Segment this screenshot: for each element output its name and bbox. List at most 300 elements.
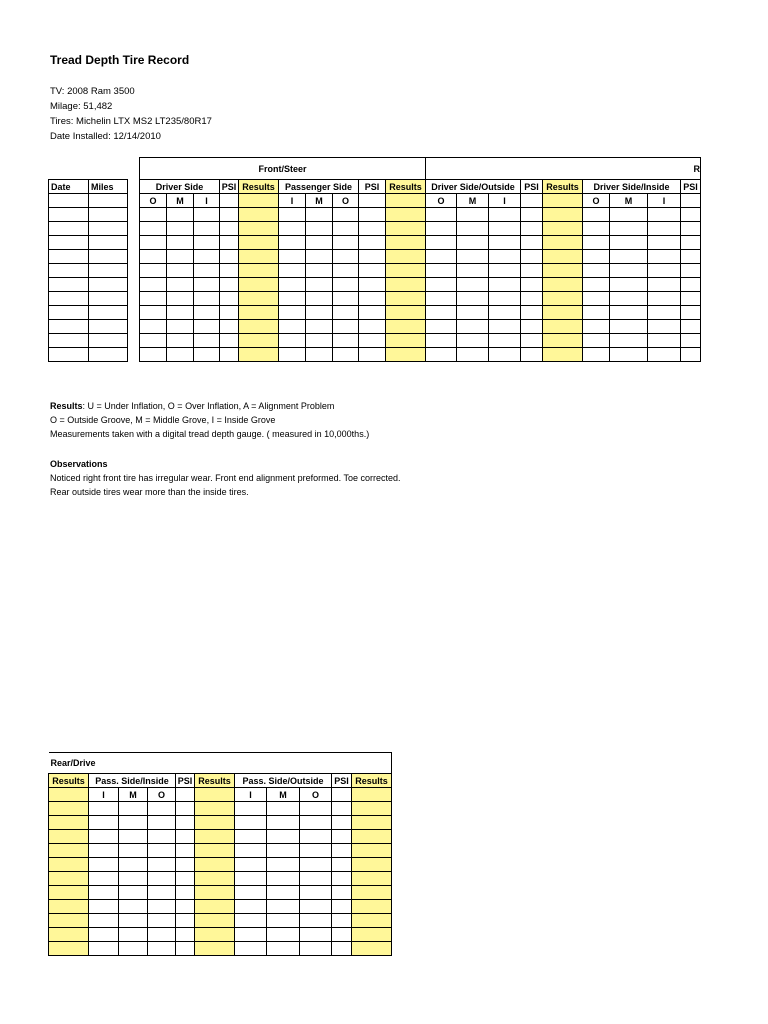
results-cell[interactable]: [49, 858, 89, 872]
measurement-cell[interactable]: [300, 816, 332, 829]
measurement-cell[interactable]: [167, 278, 194, 292]
measurement-cell[interactable]: [359, 278, 386, 292]
results-cell[interactable]: [543, 348, 583, 362]
measurement-cell[interactable]: [220, 236, 239, 250]
measurement-cell[interactable]: [648, 334, 681, 348]
psi-cell[interactable]: [332, 886, 352, 900]
measurement-cell[interactable]: [583, 236, 610, 250]
measurement-cell[interactable]: [194, 222, 220, 236]
psi-cell[interactable]: [681, 194, 701, 208]
measurement-cell[interactable]: [267, 928, 300, 941]
psi-cell[interactable]: [176, 858, 195, 872]
measurement-cell[interactable]: [148, 858, 176, 871]
measurement-cell[interactable]: [235, 942, 267, 955]
measurement-cell[interactable]: [140, 222, 167, 236]
measurement-cell[interactable]: [648, 236, 681, 250]
results-cell[interactable]: [239, 194, 279, 208]
measurement-cell[interactable]: [140, 250, 167, 264]
measurement-cell[interactable]: [610, 320, 648, 334]
measurement-cell[interactable]: [119, 872, 148, 885]
measurement-cell[interactable]: [279, 236, 306, 250]
measurement-cell[interactable]: [140, 278, 167, 292]
measurement-cell[interactable]: [583, 334, 610, 348]
results-cell[interactable]: [49, 816, 89, 830]
measurement-cell[interactable]: [306, 320, 333, 334]
results-cell[interactable]: [352, 942, 392, 956]
measurement-cell[interactable]: [426, 278, 457, 292]
measurement-cell[interactable]: [119, 928, 148, 941]
measurement-cell[interactable]: [220, 250, 239, 264]
measurement-cell[interactable]: [267, 886, 300, 899]
measurement-cell[interactable]: [521, 222, 543, 236]
measurement-cell[interactable]: [194, 208, 220, 222]
psi-cell[interactable]: [332, 844, 352, 858]
results-cell[interactable]: [543, 306, 583, 320]
measurement-cell[interactable]: [267, 802, 300, 815]
results-cell[interactable]: [195, 858, 235, 872]
psi-cell[interactable]: [176, 886, 195, 900]
measurement-cell[interactable]: [267, 858, 300, 871]
measurement-cell[interactable]: [279, 278, 306, 292]
measurement-cell[interactable]: [359, 264, 386, 278]
measurement-cell[interactable]: [235, 858, 267, 871]
measurement-cell[interactable]: [457, 222, 489, 236]
results-cell[interactable]: [49, 844, 89, 858]
measurement-cell[interactable]: [359, 320, 386, 334]
measurement-cell[interactable]: [489, 250, 521, 264]
results-cell[interactable]: [49, 788, 89, 802]
measurement-cell[interactable]: [167, 208, 194, 222]
results-cell[interactable]: [543, 334, 583, 348]
psi-cell[interactable]: [521, 194, 543, 208]
measurement-cell[interactable]: [194, 292, 220, 306]
psi-cell[interactable]: [176, 900, 195, 914]
measurement-cell[interactable]: [89, 900, 119, 913]
measurement-cell[interactable]: [119, 844, 148, 857]
measurement-cell[interactable]: [148, 844, 176, 857]
measurement-cell[interactable]: [119, 802, 148, 815]
results-cell[interactable]: [195, 872, 235, 886]
measurement-cell[interactable]: [426, 306, 457, 320]
results-cell[interactable]: [352, 788, 392, 802]
results-cell[interactable]: [386, 222, 426, 236]
psi-cell[interactable]: [176, 844, 195, 858]
measurement-cell[interactable]: [306, 208, 333, 222]
measurement-cell[interactable]: [681, 222, 701, 236]
results-cell[interactable]: [195, 900, 235, 914]
results-cell[interactable]: [195, 914, 235, 928]
measurement-cell[interactable]: [426, 334, 457, 348]
measurement-cell[interactable]: [267, 816, 300, 829]
measurement-cell[interactable]: [119, 914, 148, 927]
measurement-cell[interactable]: [300, 900, 332, 913]
measurement-cell[interactable]: [610, 208, 648, 222]
measurement-cell[interactable]: [235, 886, 267, 899]
results-cell[interactable]: [239, 320, 279, 334]
measurement-cell[interactable]: [148, 830, 176, 843]
measurement-cell[interactable]: [489, 208, 521, 222]
measurement-cell[interactable]: [300, 872, 332, 885]
measurement-cell[interactable]: [359, 236, 386, 250]
results-cell[interactable]: [543, 250, 583, 264]
measurement-cell[interactable]: [119, 816, 148, 829]
measurement-cell[interactable]: [167, 334, 194, 348]
measurement-cell[interactable]: [279, 208, 306, 222]
measurement-cell[interactable]: [148, 802, 176, 815]
measurement-cell[interactable]: [610, 306, 648, 320]
measurement-cell[interactable]: [521, 236, 543, 250]
measurement-cell[interactable]: [267, 900, 300, 913]
psi-cell[interactable]: [220, 194, 239, 208]
results-cell[interactable]: [49, 872, 89, 886]
measurement-cell[interactable]: [306, 292, 333, 306]
measurement-cell[interactable]: [333, 236, 359, 250]
measurement-cell[interactable]: [300, 844, 332, 857]
measurement-cell[interactable]: [648, 250, 681, 264]
measurement-cell[interactable]: [279, 292, 306, 306]
measurement-cell[interactable]: [306, 250, 333, 264]
psi-cell[interactable]: [176, 816, 195, 830]
measurement-cell[interactable]: [279, 250, 306, 264]
measurement-cell[interactable]: [610, 334, 648, 348]
measurement-cell[interactable]: [89, 942, 119, 955]
measurement-cell[interactable]: [300, 914, 332, 927]
measurement-cell[interactable]: [648, 222, 681, 236]
measurement-cell[interactable]: [300, 928, 332, 941]
measurement-cell[interactable]: [140, 348, 167, 362]
measurement-cell[interactable]: [306, 306, 333, 320]
measurement-cell[interactable]: [267, 942, 300, 955]
measurement-cell[interactable]: [235, 802, 267, 815]
measurement-cell[interactable]: [583, 264, 610, 278]
measurement-cell[interactable]: [167, 236, 194, 250]
measurement-cell[interactable]: [648, 306, 681, 320]
measurement-cell[interactable]: [681, 348, 701, 362]
results-cell[interactable]: [352, 830, 392, 844]
psi-cell[interactable]: [176, 872, 195, 886]
measurement-cell[interactable]: [267, 830, 300, 843]
measurement-cell[interactable]: [610, 222, 648, 236]
measurement-cell[interactable]: [194, 236, 220, 250]
results-cell[interactable]: [543, 264, 583, 278]
measurement-cell[interactable]: [140, 334, 167, 348]
measurement-cell[interactable]: [521, 264, 543, 278]
results-cell[interactable]: [239, 278, 279, 292]
measurement-cell[interactable]: [167, 320, 194, 334]
measurement-cell[interactable]: [306, 264, 333, 278]
results-cell[interactable]: [239, 348, 279, 362]
measurement-cell[interactable]: [300, 858, 332, 871]
results-cell[interactable]: [386, 334, 426, 348]
measurement-cell[interactable]: [167, 222, 194, 236]
measurement-cell[interactable]: [426, 250, 457, 264]
measurement-cell[interactable]: [426, 222, 457, 236]
psi-cell[interactable]: [176, 942, 195, 956]
psi-cell[interactable]: [332, 802, 352, 816]
measurement-cell[interactable]: [681, 208, 701, 222]
measurement-cell[interactable]: [583, 222, 610, 236]
results-cell[interactable]: [49, 900, 89, 914]
measurement-cell[interactable]: [359, 292, 386, 306]
results-cell[interactable]: [386, 250, 426, 264]
measurement-cell[interactable]: [89, 886, 119, 899]
measurement-cell[interactable]: [359, 334, 386, 348]
measurement-cell[interactable]: [333, 208, 359, 222]
psi-cell[interactable]: [332, 900, 352, 914]
results-cell[interactable]: [386, 264, 426, 278]
measurement-cell[interactable]: [220, 264, 239, 278]
results-cell[interactable]: [352, 886, 392, 900]
measurement-cell[interactable]: [648, 264, 681, 278]
measurement-cell[interactable]: [333, 334, 359, 348]
measurement-cell[interactable]: [457, 236, 489, 250]
measurement-cell[interactable]: [583, 348, 610, 362]
measurement-cell[interactable]: [333, 348, 359, 362]
results-cell[interactable]: [195, 844, 235, 858]
measurement-cell[interactable]: [681, 292, 701, 306]
measurement-cell[interactable]: [235, 900, 267, 913]
psi-cell[interactable]: [176, 914, 195, 928]
measurement-cell[interactable]: [167, 306, 194, 320]
measurement-cell[interactable]: [119, 858, 148, 871]
results-cell[interactable]: [352, 928, 392, 942]
results-cell[interactable]: [386, 348, 426, 362]
measurement-cell[interactable]: [648, 278, 681, 292]
measurement-cell[interactable]: [119, 942, 148, 955]
results-cell[interactable]: [239, 264, 279, 278]
measurement-cell[interactable]: [610, 236, 648, 250]
measurement-cell[interactable]: [267, 872, 300, 885]
measurement-cell[interactable]: [140, 320, 167, 334]
measurement-cell[interactable]: [583, 250, 610, 264]
measurement-cell[interactable]: [359, 208, 386, 222]
results-cell[interactable]: [352, 802, 392, 816]
measurement-cell[interactable]: [140, 264, 167, 278]
measurement-cell[interactable]: [89, 872, 119, 885]
measurement-cell[interactable]: [140, 208, 167, 222]
measurement-cell[interactable]: [279, 306, 306, 320]
measurement-cell[interactable]: [457, 320, 489, 334]
measurement-cell[interactable]: [583, 278, 610, 292]
measurement-cell[interactable]: [333, 222, 359, 236]
measurement-cell[interactable]: [333, 278, 359, 292]
psi-cell[interactable]: [332, 858, 352, 872]
psi-cell[interactable]: [332, 942, 352, 956]
measurement-cell[interactable]: [583, 320, 610, 334]
measurement-cell[interactable]: [648, 208, 681, 222]
results-cell[interactable]: [239, 334, 279, 348]
measurement-cell[interactable]: [194, 306, 220, 320]
measurement-cell[interactable]: [279, 222, 306, 236]
results-cell[interactable]: [352, 900, 392, 914]
measurement-cell[interactable]: [194, 264, 220, 278]
measurement-cell[interactable]: [279, 348, 306, 362]
measurement-cell[interactable]: [194, 348, 220, 362]
results-cell[interactable]: [352, 872, 392, 886]
measurement-cell[interactable]: [426, 236, 457, 250]
results-cell[interactable]: [352, 858, 392, 872]
results-cell[interactable]: [49, 830, 89, 844]
results-cell[interactable]: [239, 306, 279, 320]
results-cell[interactable]: [352, 816, 392, 830]
measurement-cell[interactable]: [235, 872, 267, 885]
psi-cell[interactable]: [176, 928, 195, 942]
measurement-cell[interactable]: [610, 292, 648, 306]
measurement-cell[interactable]: [333, 306, 359, 320]
results-cell[interactable]: [543, 292, 583, 306]
measurement-cell[interactable]: [457, 334, 489, 348]
measurement-cell[interactable]: [681, 264, 701, 278]
measurement-cell[interactable]: [89, 830, 119, 843]
results-cell[interactable]: [239, 292, 279, 306]
measurement-cell[interactable]: [220, 208, 239, 222]
measurement-cell[interactable]: [489, 236, 521, 250]
measurement-cell[interactable]: [119, 886, 148, 899]
results-cell[interactable]: [239, 250, 279, 264]
measurement-cell[interactable]: [306, 236, 333, 250]
measurement-cell[interactable]: [457, 306, 489, 320]
measurement-cell[interactable]: [300, 886, 332, 899]
measurement-cell[interactable]: [610, 250, 648, 264]
measurement-cell[interactable]: [89, 928, 119, 941]
measurement-cell[interactable]: [333, 250, 359, 264]
measurement-cell[interactable]: [521, 250, 543, 264]
results-cell[interactable]: [543, 278, 583, 292]
measurement-cell[interactable]: [489, 222, 521, 236]
results-cell[interactable]: [239, 222, 279, 236]
measurement-cell[interactable]: [89, 844, 119, 857]
measurement-cell[interactable]: [521, 278, 543, 292]
results-cell[interactable]: [543, 194, 583, 208]
measurement-cell[interactable]: [167, 264, 194, 278]
measurement-cell[interactable]: [148, 886, 176, 899]
psi-cell[interactable]: [359, 194, 386, 208]
measurement-cell[interactable]: [148, 900, 176, 913]
measurement-cell[interactable]: [167, 292, 194, 306]
measurement-cell[interactable]: [489, 306, 521, 320]
results-cell[interactable]: [195, 928, 235, 942]
measurement-cell[interactable]: [426, 208, 457, 222]
measurement-cell[interactable]: [648, 292, 681, 306]
measurement-cell[interactable]: [235, 914, 267, 927]
results-cell[interactable]: [386, 320, 426, 334]
measurement-cell[interactable]: [426, 348, 457, 362]
measurement-cell[interactable]: [521, 306, 543, 320]
measurement-cell[interactable]: [681, 250, 701, 264]
measurement-cell[interactable]: [148, 872, 176, 885]
psi-cell[interactable]: [332, 872, 352, 886]
measurement-cell[interactable]: [306, 222, 333, 236]
measurement-cell[interactable]: [426, 320, 457, 334]
measurement-cell[interactable]: [583, 208, 610, 222]
psi-cell[interactable]: [332, 816, 352, 830]
results-cell[interactable]: [543, 320, 583, 334]
measurement-cell[interactable]: [148, 942, 176, 955]
measurement-cell[interactable]: [583, 292, 610, 306]
measurement-cell[interactable]: [521, 348, 543, 362]
measurement-cell[interactable]: [279, 334, 306, 348]
measurement-cell[interactable]: [300, 942, 332, 955]
measurement-cell[interactable]: [306, 348, 333, 362]
measurement-cell[interactable]: [521, 320, 543, 334]
psi-cell[interactable]: [332, 928, 352, 942]
results-cell[interactable]: [352, 914, 392, 928]
measurement-cell[interactable]: [140, 306, 167, 320]
results-cell[interactable]: [49, 886, 89, 900]
measurement-cell[interactable]: [681, 236, 701, 250]
measurement-cell[interactable]: [489, 334, 521, 348]
results-cell[interactable]: [195, 942, 235, 956]
measurement-cell[interactable]: [119, 900, 148, 913]
measurement-cell[interactable]: [333, 320, 359, 334]
measurement-cell[interactable]: [333, 292, 359, 306]
results-cell[interactable]: [352, 844, 392, 858]
measurement-cell[interactable]: [140, 292, 167, 306]
psi-cell[interactable]: [332, 788, 352, 802]
measurement-cell[interactable]: [426, 264, 457, 278]
results-cell[interactable]: [49, 914, 89, 928]
results-cell[interactable]: [386, 208, 426, 222]
measurement-cell[interactable]: [681, 334, 701, 348]
measurement-cell[interactable]: [457, 208, 489, 222]
results-cell[interactable]: [386, 292, 426, 306]
psi-cell[interactable]: [176, 830, 195, 844]
psi-cell[interactable]: [176, 802, 195, 816]
measurement-cell[interactable]: [681, 278, 701, 292]
results-cell[interactable]: [543, 222, 583, 236]
measurement-cell[interactable]: [489, 278, 521, 292]
results-cell[interactable]: [195, 830, 235, 844]
results-cell[interactable]: [195, 802, 235, 816]
measurement-cell[interactable]: [140, 236, 167, 250]
measurement-cell[interactable]: [457, 348, 489, 362]
measurement-cell[interactable]: [194, 278, 220, 292]
measurement-cell[interactable]: [148, 914, 176, 927]
results-cell[interactable]: [386, 236, 426, 250]
measurement-cell[interactable]: [333, 264, 359, 278]
measurement-cell[interactable]: [457, 264, 489, 278]
measurement-cell[interactable]: [167, 348, 194, 362]
measurement-cell[interactable]: [359, 306, 386, 320]
measurement-cell[interactable]: [279, 264, 306, 278]
measurement-cell[interactable]: [167, 250, 194, 264]
measurement-cell[interactable]: [457, 278, 489, 292]
measurement-cell[interactable]: [267, 914, 300, 927]
results-cell[interactable]: [49, 942, 89, 956]
measurement-cell[interactable]: [89, 914, 119, 927]
measurement-cell[interactable]: [306, 278, 333, 292]
measurement-cell[interactable]: [426, 292, 457, 306]
measurement-cell[interactable]: [220, 278, 239, 292]
results-cell[interactable]: [195, 886, 235, 900]
measurement-cell[interactable]: [235, 928, 267, 941]
measurement-cell[interactable]: [359, 250, 386, 264]
measurement-cell[interactable]: [359, 348, 386, 362]
measurement-cell[interactable]: [194, 334, 220, 348]
measurement-cell[interactable]: [235, 844, 267, 857]
measurement-cell[interactable]: [457, 250, 489, 264]
measurement-cell[interactable]: [89, 802, 119, 815]
results-cell[interactable]: [386, 194, 426, 208]
measurement-cell[interactable]: [235, 830, 267, 843]
measurement-cell[interactable]: [489, 264, 521, 278]
results-cell[interactable]: [239, 208, 279, 222]
measurement-cell[interactable]: [610, 278, 648, 292]
measurement-cell[interactable]: [648, 320, 681, 334]
results-cell[interactable]: [543, 236, 583, 250]
measurement-cell[interactable]: [220, 348, 239, 362]
psi-cell[interactable]: [332, 830, 352, 844]
